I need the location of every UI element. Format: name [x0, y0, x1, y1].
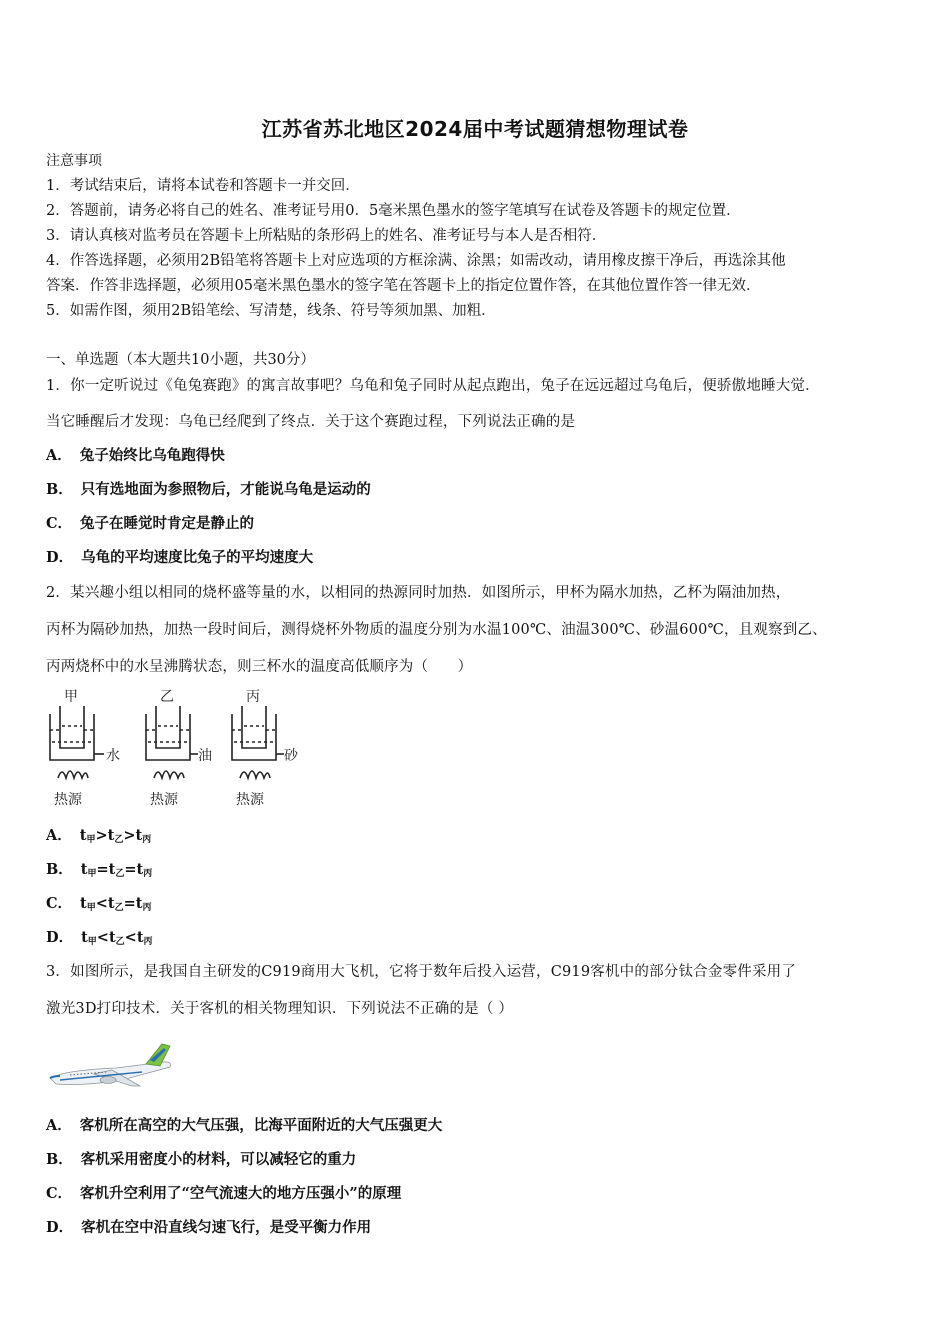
- heat-source-label: 热源: [150, 792, 178, 808]
- notice-item: 2．答题前，请务必将自己的姓名、准考证号用0．5毫米黑色墨水的签字笔填写在试卷及答题卡的规定位置．: [46, 203, 741, 219]
- beaker-yi: [146, 689, 212, 808]
- q1-option-b[interactable]: B． 只有选地面为参照物后，才能说乌龟是运动的: [46, 481, 371, 498]
- beaker-bing: [232, 689, 299, 808]
- cup-label-jia: 甲: [64, 689, 78, 705]
- q2-option-c[interactable]: C． $t_甲<t_乙=t_丙$: [46, 895, 152, 913]
- q1-option-d[interactable]: D． 乌龟的平均速度比兔子的平均速度大: [46, 549, 314, 566]
- question-2-line: 2．某兴趣小组以相同的烧杯盛等量的水，以相同的热源同时加热．如图所示，甲杯为隔水加热，乙杯为隔油加热，: [46, 585, 791, 601]
- q1-option-a[interactable]: A． 兔子始终比乌龟跑得快: [46, 447, 225, 464]
- notice-item: 3．请认真核对监考员在答题卡上所粘贴的条形码上的姓名、准考证号与本人是否相符．: [46, 228, 607, 244]
- cup-label-yi: 乙: [160, 689, 174, 705]
- q3-option-b[interactable]: B． 客机采用密度小的材料，可以减轻它的重力: [46, 1151, 357, 1168]
- beaker-figure: [44, 686, 314, 814]
- notice-item: 1．考试结束后，请将本试卷和答题卡一并交回．: [46, 178, 360, 194]
- q1-option-c[interactable]: C． 兔子在睡觉时肯定是静止的: [46, 515, 255, 532]
- question-1-line: 当它睡醒后才发现：乌龟已经爬到了终点．关于这个赛跑过程，下列说法正确的是: [46, 414, 576, 430]
- question-2-line: 丙两烧杯中的水呈沸腾状态，则三杯水的温度高低顺序为（ ）: [46, 659, 473, 675]
- q2-option-d[interactable]: D． $t_甲<t_乙<t_丙$: [46, 929, 153, 947]
- q2-option-a[interactable]: A． $t_甲>t_乙>t_丙$: [46, 827, 152, 845]
- notice-item: 5．如需作图，须用2B铅笔绘、写清楚，线条、符号等须加黑、加粗．: [46, 303, 496, 319]
- notice-item: 4．作答选择题，必须用2B铅笔将答题卡上对应选项的方框涂满、涂黑；如需改动，请用橡皮擦干净后，再选涂其他: [46, 253, 786, 269]
- q2-option-b[interactable]: B． $t_甲=t_乙=t_丙$: [46, 861, 153, 879]
- medium-label-sand: 砂: [284, 748, 298, 764]
- medium-label-oil: 油: [198, 748, 212, 764]
- question-1-line: 1．你一定听说过《龟兔赛跑》的寓言故事吧？乌龟和兔子同时从起点跑出，兔子在远远超过乌龟后，便骄傲地睡大觉．: [46, 378, 820, 394]
- q3-option-d[interactable]: D． 客机在空中沿直线匀速飞行，是受平衡力作用: [46, 1219, 372, 1236]
- beaker-jia: [50, 689, 120, 808]
- section-heading: 一、单选题（本大题共10小题，共30分）: [46, 352, 315, 368]
- heat-source-label: 热源: [236, 792, 264, 808]
- notice-item: 答案．作答非选择题，必须用05毫米黑色墨水的签字笔在答题卡上的指定位置作答，在其他位置作答一律无效．: [46, 278, 761, 294]
- heat-source-label: 热源: [54, 792, 82, 808]
- notice-heading: 注意事项: [46, 153, 102, 169]
- q3-option-a[interactable]: A． 客机所在高空的大气压强，比海平面附近的大气压强更大: [46, 1117, 443, 1134]
- question-3-line: 3．如图所示，是我国自主研发的C919商用大飞机，它将于数年后投入运营，C919客机中的部分钛合金零件采用了: [46, 964, 797, 980]
- medium-label-water: 水: [106, 748, 120, 764]
- cup-label-bing: 丙: [246, 689, 260, 705]
- q3-option-c[interactable]: C． 客机升空利用了“空气流速大的地方压强小”的原理: [46, 1185, 402, 1202]
- c919-airplane-image: [46, 1040, 182, 1092]
- question-2-line: 丙杯为隔砂加热，加热一段时间后，测得烧杯外物质的温度分别为水温100℃、油温300℃、砂温600℃，且观察到乙、: [46, 622, 827, 638]
- question-3-line: 激光3D打印技术．关于客机的相关物理知识．下列说法不正确的是（ ）: [46, 1001, 514, 1017]
- page-title: 江苏省苏北地区2024届中考试题猜想物理试卷: [261, 117, 689, 141]
